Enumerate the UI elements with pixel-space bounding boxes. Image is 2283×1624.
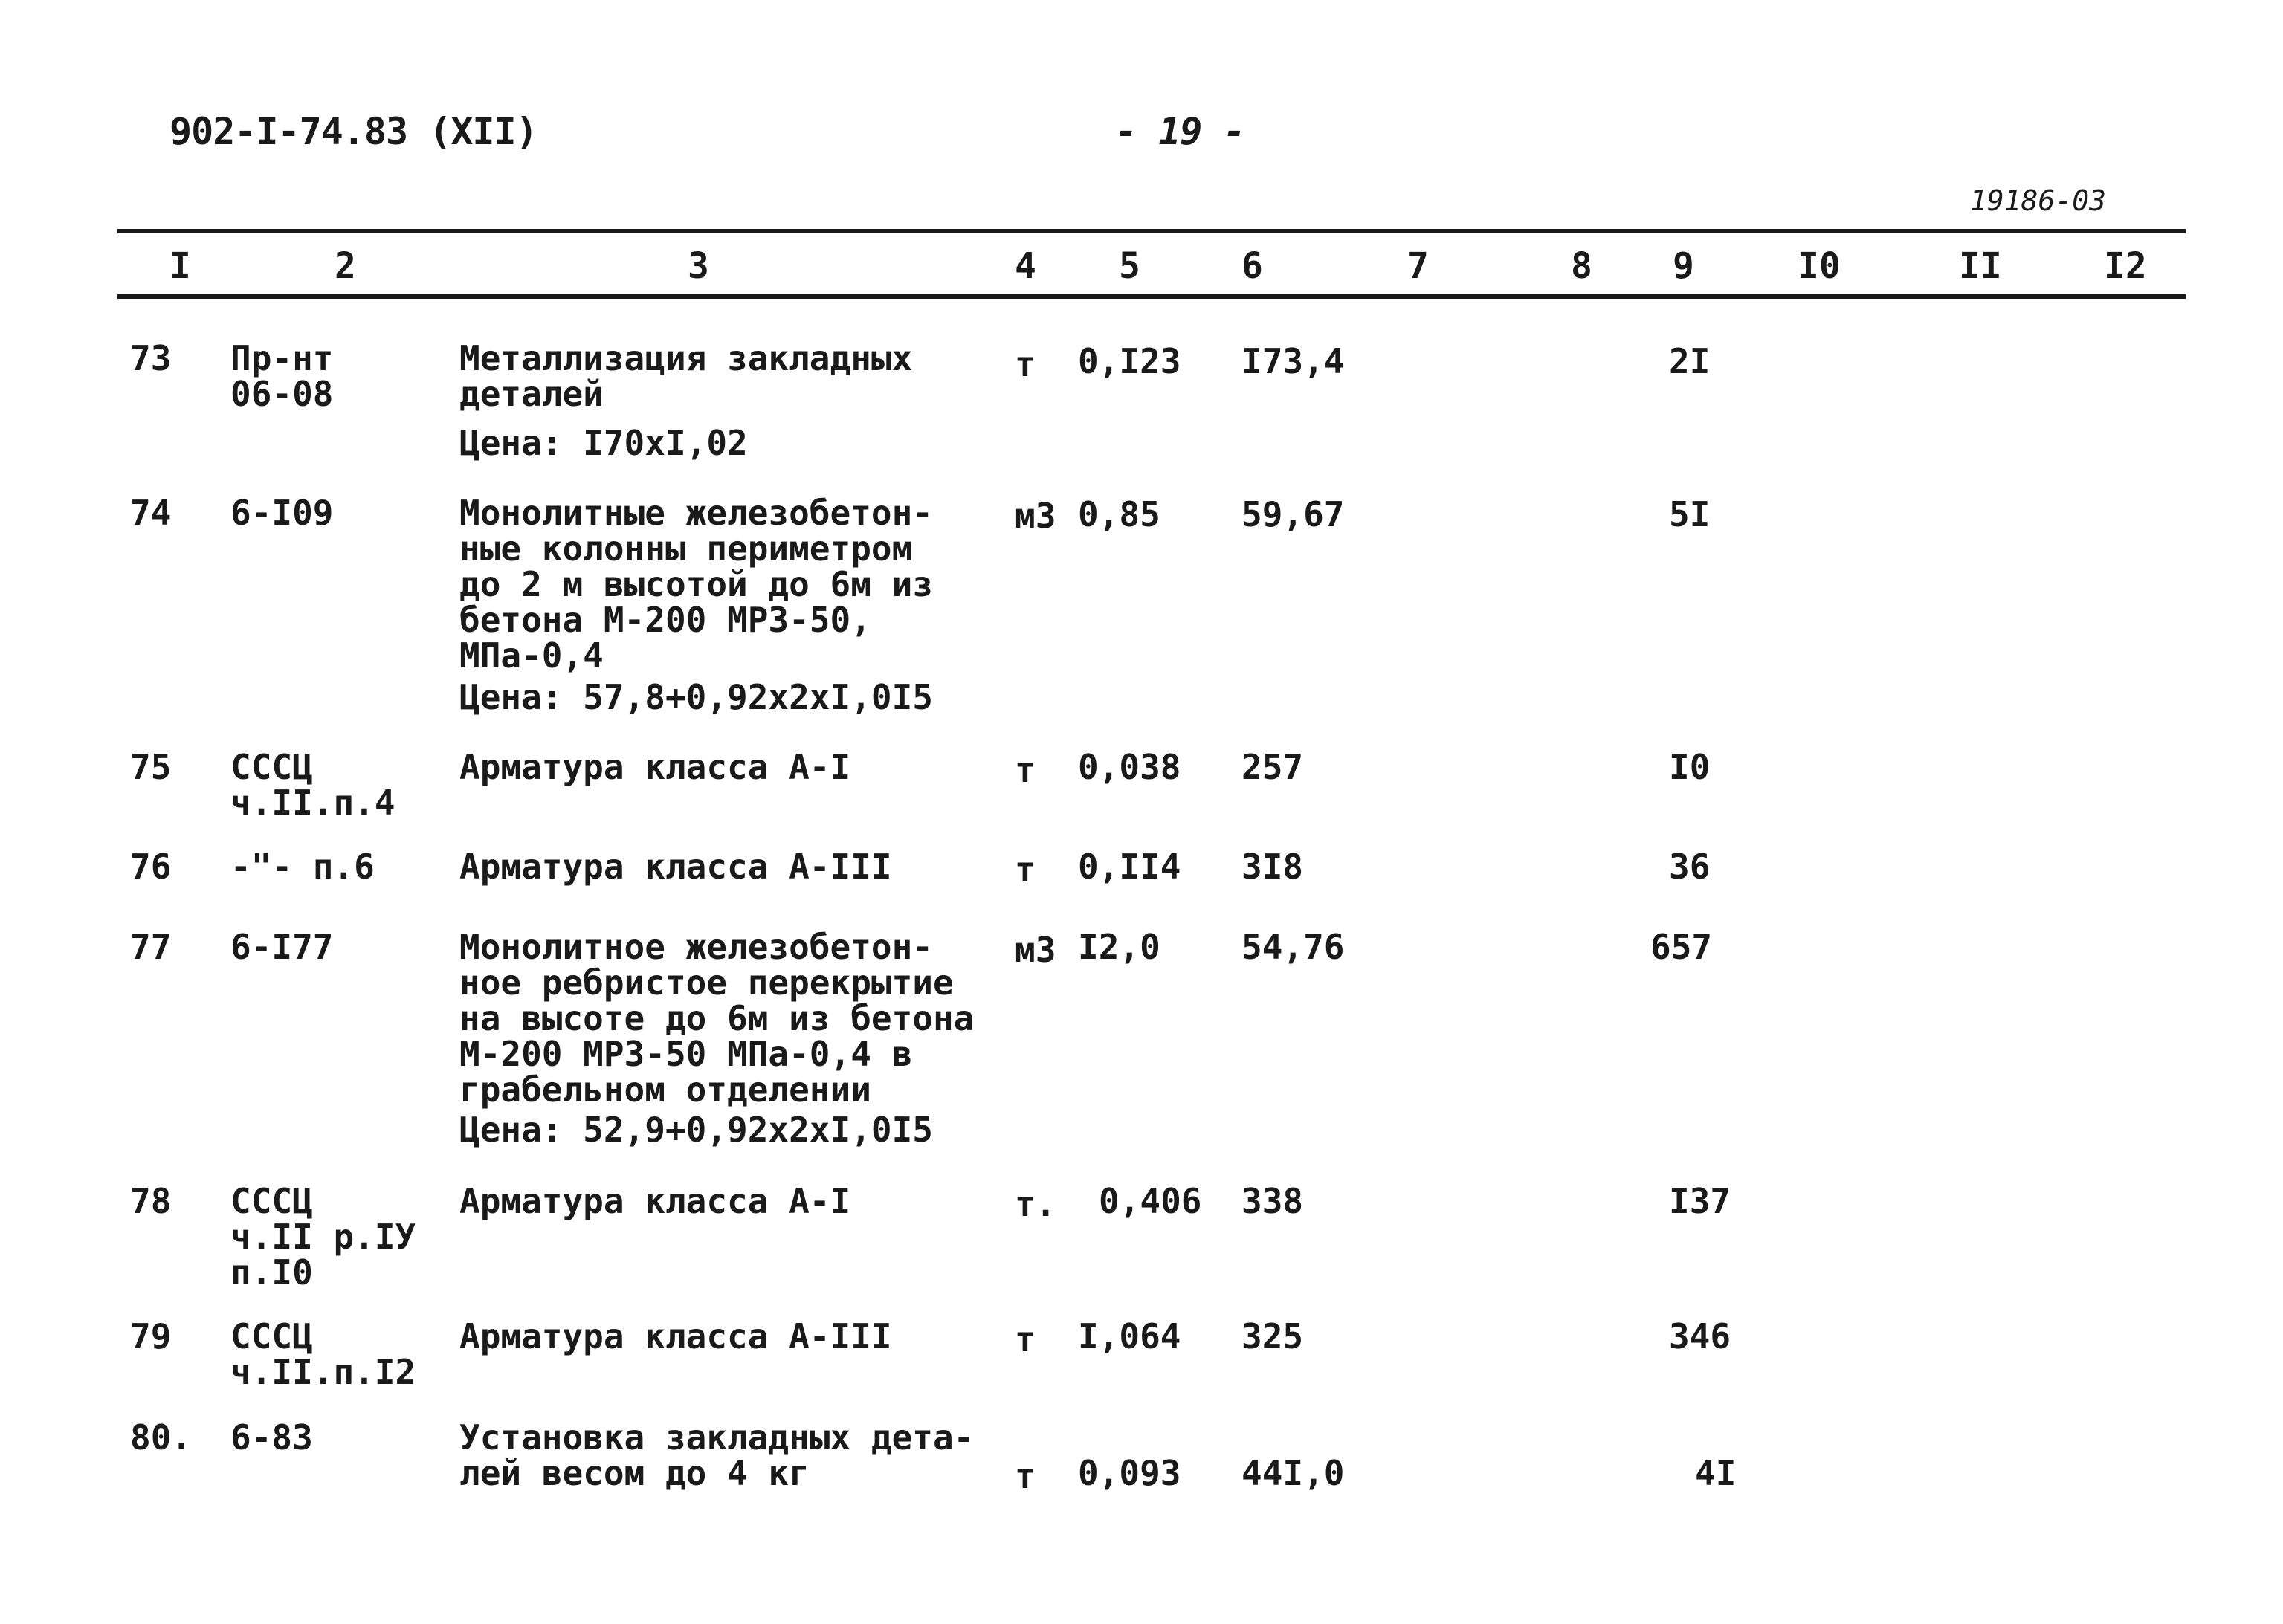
- row-code: 6-83: [230, 1417, 313, 1458]
- row-number: 78: [130, 1181, 172, 1221]
- row-total: 346: [1669, 1316, 1731, 1356]
- row-quantity: 0,85: [1078, 494, 1160, 534]
- row-total: 657: [1650, 927, 1713, 967]
- row-total: 36: [1669, 847, 1711, 887]
- row-code: -"- п.6: [230, 847, 375, 887]
- row-unit: т: [1015, 1456, 1036, 1496]
- row-number: 75: [130, 747, 172, 787]
- row-unit-price: 338: [1241, 1181, 1304, 1221]
- row-quantity: 0,I23: [1078, 341, 1181, 381]
- col-header-4: 4: [1015, 245, 1036, 287]
- col-header-1: I: [169, 245, 191, 287]
- col-header-12: I2: [2104, 245, 2147, 287]
- col-header-6: 6: [1241, 245, 1263, 287]
- col-header-3: 3: [688, 245, 709, 287]
- row-code: 6-I09: [230, 493, 334, 533]
- row-unit: т: [1015, 850, 1036, 890]
- table-top-rule: [117, 229, 2186, 233]
- row-unit: т: [1015, 344, 1036, 384]
- row-unit-price: 59,67: [1241, 494, 1345, 534]
- row-description: Металлизация закладных деталей: [459, 338, 913, 414]
- row-code: СССЦ ч.II.п.I2: [230, 1316, 416, 1392]
- row-unit: т: [1015, 750, 1036, 790]
- row-unit: м3: [1015, 496, 1056, 536]
- col-header-9: 9: [1673, 245, 1694, 287]
- row-unit-price: 257: [1241, 747, 1304, 787]
- row-price-formula: Цена: 52,9+0,92x2xI,0I5: [459, 1110, 933, 1150]
- row-unit-price: 44I,0: [1241, 1453, 1345, 1493]
- row-number: 77: [130, 927, 172, 967]
- col-header-8: 8: [1571, 245, 1592, 287]
- row-description: Арматура класса А-I: [459, 1181, 851, 1221]
- row-total: 4I: [1695, 1453, 1737, 1493]
- row-code: СССЦ ч.II.п.4: [230, 747, 395, 823]
- row-unit: м3: [1015, 930, 1056, 970]
- row-quantity: 0,093: [1078, 1453, 1181, 1493]
- row-unit: т: [1015, 1319, 1036, 1359]
- row-total: 5I: [1669, 494, 1711, 534]
- row-code: СССЦ ч.II р.IУ п.I0: [230, 1181, 416, 1293]
- col-header-11: II: [1959, 245, 2002, 287]
- row-number: 74: [130, 493, 172, 533]
- row-unit-price: I73,4: [1241, 341, 1345, 381]
- col-header-5: 5: [1119, 245, 1140, 287]
- row-number: 80.: [130, 1417, 193, 1458]
- row-quantity: 0,406: [1099, 1181, 1202, 1221]
- row-unit-price: 54,76: [1241, 927, 1345, 967]
- row-total: 2I: [1669, 341, 1711, 381]
- row-description: Монолитное железобетон- ное ребристое перекрытие на высоте до 6м из бетона М-200 МРЗ-50 МПа-0,4 в грабельном отделении: [459, 927, 975, 1110]
- row-unit-price: 325: [1241, 1316, 1304, 1356]
- row-description: Монолитные железобетон- ные колонны периметром до 2 м высотой до 6м из бетона М-200 МРЗ-50, МПа-0,4: [459, 493, 933, 676]
- row-quantity: I2,0: [1078, 927, 1160, 967]
- row-code: 6-I77: [230, 927, 334, 967]
- row-number: 73: [130, 338, 172, 378]
- row-quantity: 0,038: [1078, 747, 1181, 787]
- archive-stamp: 19186-03: [1970, 184, 2107, 217]
- row-description: Арматура класса А-III: [459, 847, 892, 887]
- row-unit: т.: [1015, 1184, 1056, 1224]
- row-quantity: I,064: [1078, 1316, 1181, 1356]
- row-code: Пр-нт 06-08: [230, 338, 334, 414]
- row-description: Установка закладных дета- лей весом до 4 кг: [459, 1417, 975, 1493]
- row-total: I37: [1669, 1181, 1731, 1221]
- document-code: 902-I-74.83 (XII): [169, 110, 537, 153]
- row-total: I0: [1669, 747, 1711, 787]
- page-number: - 19 -: [1115, 110, 1245, 153]
- row-price-formula: Цена: I70xI,02: [459, 423, 748, 463]
- row-description: Арматура класса А-III: [459, 1316, 892, 1356]
- col-header-2: 2: [335, 245, 356, 287]
- row-quantity: 0,II4: [1078, 847, 1181, 887]
- col-header-7: 7: [1407, 245, 1429, 287]
- row-number: 79: [130, 1316, 172, 1356]
- row-price-formula: Цена: 57,8+0,92x2xI,0I5: [459, 677, 933, 717]
- row-description: Арматура класса А-I: [459, 747, 851, 787]
- table-header-rule: [117, 294, 2186, 299]
- col-header-10: I0: [1798, 245, 1841, 287]
- row-number: 76: [130, 847, 172, 887]
- row-unit-price: 3I8: [1241, 847, 1304, 887]
